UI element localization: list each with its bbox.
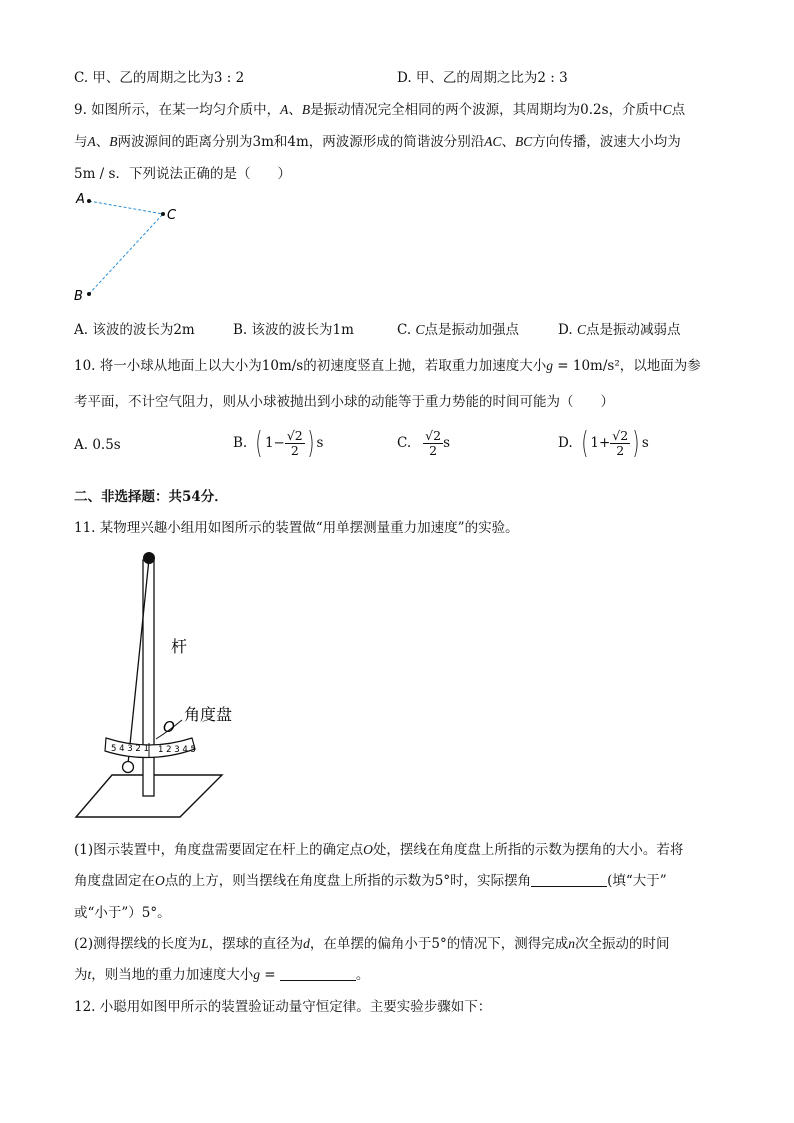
pivot: [143, 552, 155, 564]
dial-scale-left: 5 4 3 2 1: [111, 744, 149, 754]
numerator: √2: [425, 427, 442, 443]
q10-option-c: [397, 421, 450, 465]
var-c: C: [576, 322, 586, 337]
text: 方向传播，波速大小均为: [532, 134, 681, 150]
text: 处，摆线在角度盘上所指的示数为摆角的大小。若将: [372, 842, 684, 858]
var-a: A: [280, 102, 289, 117]
q10-option-b: [233, 421, 323, 465]
text: (1)图示装置中，角度盘需要固定在杆上的确定点: [74, 842, 364, 858]
label-b: B: [74, 289, 83, 304]
text: 点的上方，则当摆线在角度盘上所指的示数为5°时，实际摆角: [164, 873, 532, 889]
label-dial: 角度盘: [184, 705, 233, 724]
numerator: √2: [286, 427, 303, 443]
text: 、: [288, 102, 302, 118]
text: 角度盘固定在: [74, 873, 155, 889]
numerator: √2: [612, 427, 629, 443]
var-t: t: [87, 967, 92, 982]
text: 。: [355, 967, 370, 983]
var-l: L: [201, 936, 209, 951]
paren-left: (: [580, 425, 589, 461]
point-c: [161, 212, 165, 216]
fraction: [423, 429, 443, 458]
q9-figure: [68, 186, 198, 306]
text: D.: [558, 322, 573, 338]
var-bc: BC: [515, 134, 533, 149]
var-g: g: [253, 967, 261, 982]
line-bc: [89, 214, 163, 294]
dial-scale-right: 1 2 3 4 5: [158, 745, 196, 755]
q11-part1-line3: 或“小于”）5°。: [74, 905, 171, 921]
label: C.: [397, 435, 412, 451]
label: D.: [558, 435, 573, 451]
q8-option-d: D. 甲、乙的周期之比为2 : 3: [397, 70, 568, 86]
label-c: C: [167, 208, 177, 223]
text: 次全振动的时间: [574, 936, 670, 952]
q12-intro: 12. 小聪用如图甲所示的装置验证动量守恒定律。主要实验步骤如下：: [74, 999, 492, 1015]
label-rod: 杆: [171, 637, 188, 656]
answer-blank-1[interactable]: [531, 872, 607, 887]
label: B.: [233, 435, 248, 451]
q9-option-d: [558, 318, 680, 338]
q10-stem-line2: 考平面，不计空气阻力，则从小球被抛出到小球的动能等于重力势能的时间可能为（ ）: [74, 394, 614, 410]
q9-stem-line1: [74, 98, 685, 118]
text: 9. 如图所示，在某一均匀介质中，: [74, 102, 281, 118]
q11-intro: 11. 某物理兴趣小组用如图所示的装置做“用单摆测量重力加速度”的实验。: [74, 520, 519, 536]
var-a: A: [87, 134, 96, 149]
text: ，摆球的直径为: [208, 936, 304, 952]
point-b: [87, 292, 91, 296]
var-d: d: [303, 936, 310, 951]
paren-left: (: [255, 425, 263, 461]
text: 10. 将一小球从地面上以大小为10m/s的初速度竖直上抛，若取重力加速度大小: [74, 358, 547, 374]
text: C.: [397, 322, 412, 338]
var-c: C: [662, 102, 672, 117]
q11-part1-line2: [74, 869, 667, 889]
text: 与: [74, 134, 88, 150]
var-ac: AC: [484, 134, 502, 149]
label-a: A: [76, 192, 85, 207]
line-ac: [89, 201, 163, 214]
var-n: n: [568, 936, 575, 951]
q9-stem-line3: 5m / s．下列说法正确的是（ ）: [74, 166, 291, 182]
var-b: B: [109, 134, 118, 149]
paren-right: ): [632, 425, 640, 461]
q9-stem-line2: [74, 130, 681, 150]
fraction: [610, 429, 630, 458]
paren-right: ): [307, 425, 315, 461]
text: = 10m/s²，以地面为参: [552, 358, 701, 374]
unit: s: [443, 435, 450, 451]
text: 点是振动加强点: [424, 322, 519, 338]
q10-option-d: [558, 421, 649, 465]
q10-stem-line1: [74, 354, 701, 374]
q9-option-b: B. 该波的波长为1m: [233, 322, 354, 338]
var-g: g: [546, 358, 553, 373]
var-b: B: [301, 102, 311, 117]
unit: s: [641, 435, 649, 451]
q8-option-c: C. 甲、乙的周期之比为3 : 2: [74, 70, 245, 86]
q11-part1-line1: [74, 838, 683, 858]
text: 1−: [264, 435, 285, 451]
q9-option-c: [397, 318, 519, 338]
denominator: 2: [429, 442, 438, 458]
text: 两波源间的距离分别为3m和4m，两波源形成的简谐波分别沿: [117, 134, 485, 150]
text: ，则当地的重力加速度大小: [91, 967, 254, 983]
section-heading: 二、非选择题：共54分．: [74, 489, 228, 505]
pendulum-bob: [123, 762, 134, 773]
text: 点是振动减弱点: [585, 322, 681, 338]
denominator: 2: [290, 442, 299, 458]
var-o: O: [363, 842, 373, 857]
q11-part2-line2: [74, 963, 369, 983]
denominator: 2: [616, 442, 625, 458]
q9-option-a: A. 该波的波长为2m: [74, 322, 195, 338]
text: (填“大于”: [607, 873, 667, 889]
fraction: [285, 429, 305, 458]
text: =: [260, 967, 280, 983]
text: (2)测得摆线的长度为: [74, 936, 202, 952]
var-o: O: [155, 873, 165, 888]
text: 是振动情况完全相同的两个波源，其周期均为0.2s，介质中: [310, 102, 663, 118]
text: 1+: [590, 435, 611, 451]
point-a: [87, 199, 91, 203]
text: ，在单摆的偏角小于5°的情况下，测得完成: [309, 936, 569, 952]
unit: s: [316, 435, 324, 451]
text: 点: [671, 102, 686, 118]
q10-option-a: A. 0.5s: [74, 437, 121, 453]
text: 为: [74, 967, 88, 983]
q11-pendulum-figure: [72, 546, 252, 822]
var-c: C: [415, 322, 425, 337]
label-o: O: [163, 718, 175, 736]
text: 、: [501, 134, 516, 150]
q11-part2-line1: [74, 932, 669, 952]
text: 、: [95, 134, 110, 150]
answer-blank-2[interactable]: [280, 966, 356, 981]
